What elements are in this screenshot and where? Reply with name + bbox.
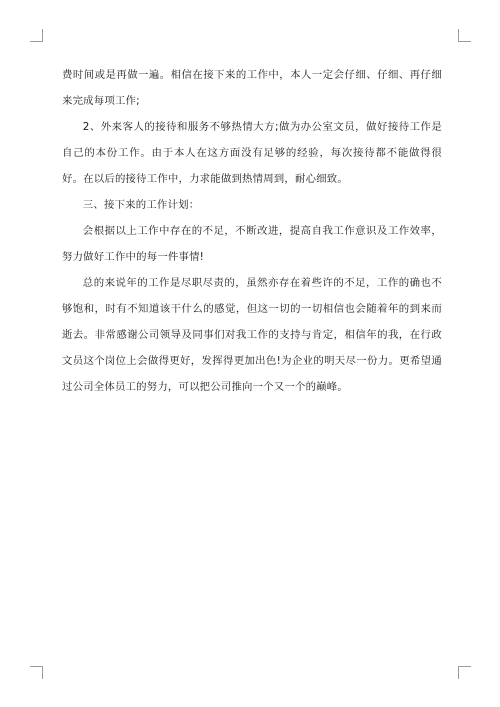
paragraph-plan: 会根据以上工作中存在的不足，不断改进，提高自我工作意识及工作效率，努力做好工作中的每一件事情!: [62, 225, 442, 263]
paragraph-reception-issue: 2、外来客人的接待和服务不够热情大方;做为办公室文员，做好接待工作是自己的本份工作。由于本人在这方面没有足够的经验，每次接待都不能做得很好。在以后的接待工作中，力求能做到热情周到，耐心细致。: [62, 121, 442, 185]
document-body: [62, 62, 442, 400]
crop-mark-top-right: [458, 29, 471, 42]
paragraph-summary: 总的来说年的工作是尽职尽责的，虽然亦存在着些许的不足，工作的确也不够饱和，时有不知道该干什么的感觉，但这一切的一切相信也会随着年的到来而逝去。非常感谢公司领导及同事们对我工作的支持与肯定，相信年的我，在行政文员这个岗位上会做得更好，发挥得更加出色!为企业的明天尽一份力。更希望通过公司全体员工的努力，可以把公司推向一个又一个的巅峰。: [62, 277, 442, 393]
crop-mark-top-left: [30, 29, 43, 42]
section-heading-plan: 三、接下来的工作计划：: [82, 199, 200, 211]
crop-mark-bottom-left: [30, 666, 43, 679]
paragraph-continuation: 费时间或是再做一遍。相信在接下来的工作中，本人一定会仔细、仔细、再仔细来完成每项工作;: [62, 69, 442, 107]
crop-mark-bottom-right: [458, 666, 471, 679]
